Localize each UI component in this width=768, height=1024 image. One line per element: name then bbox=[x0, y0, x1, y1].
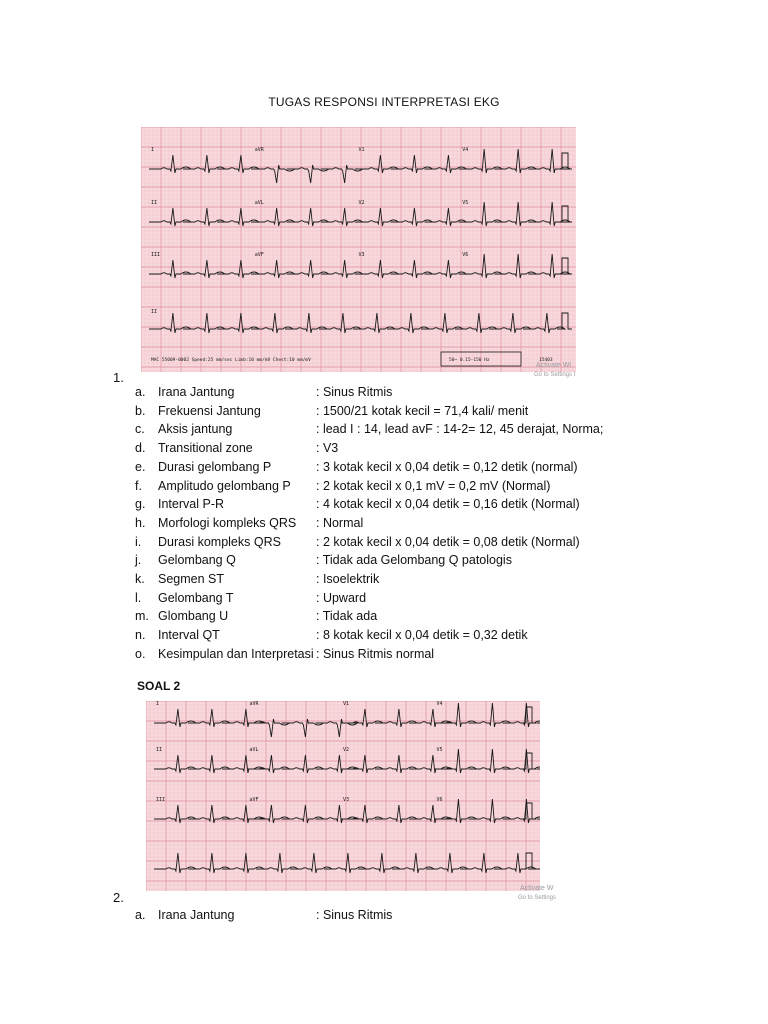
lead-trace bbox=[341, 709, 451, 727]
lead-trace bbox=[149, 208, 259, 226]
lead-label: III bbox=[156, 797, 166, 803]
item-label: Amplitudo gelombang P bbox=[158, 478, 291, 493]
question-1-number: 1. bbox=[113, 370, 124, 385]
item-label: Transitional zone bbox=[158, 441, 253, 456]
lead-label: aVL bbox=[254, 200, 264, 206]
item-label: Durasi kompleks QRS bbox=[158, 534, 281, 549]
activate-windows-sub-1: Go to Settings t bbox=[534, 372, 576, 378]
item-value: : 8 kotak kecil x 0,04 detik = 0,32 detik bbox=[316, 628, 528, 643]
item-value: : Sinus Ritmis bbox=[316, 908, 393, 922]
lead-trace bbox=[341, 805, 451, 823]
item-value: : 1500/21 kotak kecil = 71,4 kali/ menit bbox=[316, 403, 529, 418]
lead-trace bbox=[253, 165, 363, 183]
lead-trace bbox=[248, 755, 358, 773]
item-letter: a. bbox=[135, 385, 146, 399]
lead-label: aVF bbox=[249, 797, 259, 803]
soal-2-heading: SOAL 2 bbox=[137, 679, 181, 693]
item-label: Frekuensi Jantung bbox=[158, 403, 261, 418]
activate-windows-sub-2: Go to Settings bbox=[518, 895, 557, 901]
ekg-footer-code: 15403 bbox=[539, 358, 553, 363]
lead-label: aVR bbox=[254, 147, 264, 153]
item-letter: h. bbox=[135, 515, 146, 530]
item-label: Segmen ST bbox=[158, 572, 225, 586]
item-value: : lead I : 14, lead avF : 14-2= 12, 45 derajat, Norma; bbox=[316, 422, 604, 437]
lead-trace bbox=[253, 260, 363, 278]
lead-label: V1 bbox=[343, 701, 350, 707]
lead-trace bbox=[248, 805, 358, 823]
lead-trace bbox=[154, 755, 264, 773]
item-letter: e. bbox=[135, 459, 146, 474]
lead-label: II bbox=[151, 309, 158, 315]
lead-label: I bbox=[151, 147, 155, 153]
item-label: Interval P-R bbox=[158, 497, 224, 512]
item-value: : Isoelektrik bbox=[316, 572, 380, 586]
lead-label: V4 bbox=[436, 701, 443, 707]
item-label: Interval QT bbox=[158, 628, 220, 643]
item-letter: f. bbox=[135, 478, 142, 493]
lead-label: aVF bbox=[254, 252, 264, 258]
item-value: : Tidak ada Gelombang Q patologis bbox=[316, 553, 512, 568]
lead-label: II bbox=[156, 747, 163, 753]
lead-trace bbox=[154, 709, 264, 727]
lead-label: V6 bbox=[436, 797, 443, 803]
item-letter: d. bbox=[135, 441, 146, 456]
item-label: Gelombang Q bbox=[158, 553, 236, 568]
item-letter: g. bbox=[135, 497, 146, 512]
lead-label: III bbox=[151, 252, 161, 258]
ekg-tracing-1 bbox=[141, 127, 576, 372]
ekg-image-2 bbox=[146, 701, 540, 891]
lead-trace bbox=[460, 254, 570, 278]
item-letter: l. bbox=[135, 590, 142, 605]
item-letter: k. bbox=[135, 572, 145, 586]
lead-label: V4 bbox=[462, 147, 469, 153]
lead-label: II bbox=[151, 200, 158, 206]
lead-trace bbox=[460, 202, 570, 226]
lead-label: V6 bbox=[462, 252, 469, 258]
lead-label: V5 bbox=[436, 747, 443, 753]
item-label: Durasi gelombang P bbox=[158, 459, 272, 474]
ekg-footer-filter: 50~ 0.15-150 Hz bbox=[449, 358, 490, 363]
item-value: : Normal bbox=[316, 515, 364, 530]
lead-trace bbox=[154, 805, 264, 823]
item-label: Morfologi kompleks QRS bbox=[158, 515, 297, 530]
item-value: : Upward bbox=[316, 590, 367, 605]
lead-trace bbox=[253, 208, 363, 226]
lead-trace bbox=[149, 155, 259, 173]
item-value: : 4 kotak kecil x 0,04 detik = 0,16 detik (Normal) bbox=[316, 497, 580, 512]
question-2-number: 2. bbox=[113, 890, 124, 905]
item-label: Gelombang T bbox=[158, 590, 234, 605]
item-letter: n. bbox=[135, 628, 146, 643]
item-value: : 2 kotak kecil x 0,1 mV = 0,2 mV (Normal) bbox=[316, 478, 551, 493]
lead-label: V1 bbox=[358, 147, 365, 153]
activate-windows-watermark-1: Activate Wi bbox=[536, 362, 572, 369]
page-title: TUGAS RESPONSI INTERPRETASI EKG bbox=[268, 95, 500, 109]
lead-label: V5 bbox=[462, 200, 469, 206]
lead-label: V2 bbox=[358, 200, 365, 206]
item-value: : Tidak ada bbox=[316, 609, 378, 624]
lead-trace bbox=[149, 260, 259, 278]
item-label: Aksis jantung bbox=[158, 422, 233, 437]
lead-label: aVR bbox=[249, 701, 259, 707]
item-value: : V3 bbox=[316, 441, 339, 456]
item-value: : Sinus Ritmis bbox=[316, 385, 393, 399]
item-letter: m. bbox=[135, 609, 149, 624]
item-letter: a. bbox=[135, 908, 146, 922]
item-value: : 3 kotak kecil x 0,04 detik = 0,12 detik (normal) bbox=[316, 459, 578, 474]
lead-label: I bbox=[156, 701, 160, 707]
item-letter: j. bbox=[135, 553, 142, 568]
ekg-tracing-2 bbox=[146, 701, 540, 891]
lead-label: aVL bbox=[249, 747, 259, 753]
item-value: : Sinus Ritmis normal bbox=[316, 646, 435, 661]
lead-label: V3 bbox=[358, 252, 365, 258]
lead-trace bbox=[248, 719, 358, 737]
item-value: : 2 kotak kecil x 0,04 detik = 0,08 detik (Normal) bbox=[316, 534, 580, 549]
item-label: Kesimpulan dan Interpretasi bbox=[158, 646, 314, 661]
lead-label: V3 bbox=[343, 797, 350, 803]
item-label: Irana Jantung bbox=[158, 908, 235, 922]
item-letter: c. bbox=[135, 422, 145, 437]
lead-label: V2 bbox=[343, 747, 350, 753]
item-letter: b. bbox=[135, 403, 146, 418]
item-letter: o. bbox=[135, 646, 146, 661]
lead-trace bbox=[460, 149, 570, 173]
activate-windows-watermark-2: Activate W bbox=[520, 885, 554, 892]
lead-trace bbox=[341, 755, 451, 773]
item-label: Glombang U bbox=[158, 609, 229, 624]
item-label: Irana Jantung bbox=[158, 385, 235, 399]
ekg-footer-settings: MAC 55009-0002 Speed:25 mm/sec Limb:10 mm/mV Chest:10 mm/mV bbox=[151, 358, 311, 363]
item-letter: i. bbox=[135, 534, 142, 549]
ekg-image-1 bbox=[141, 127, 576, 372]
